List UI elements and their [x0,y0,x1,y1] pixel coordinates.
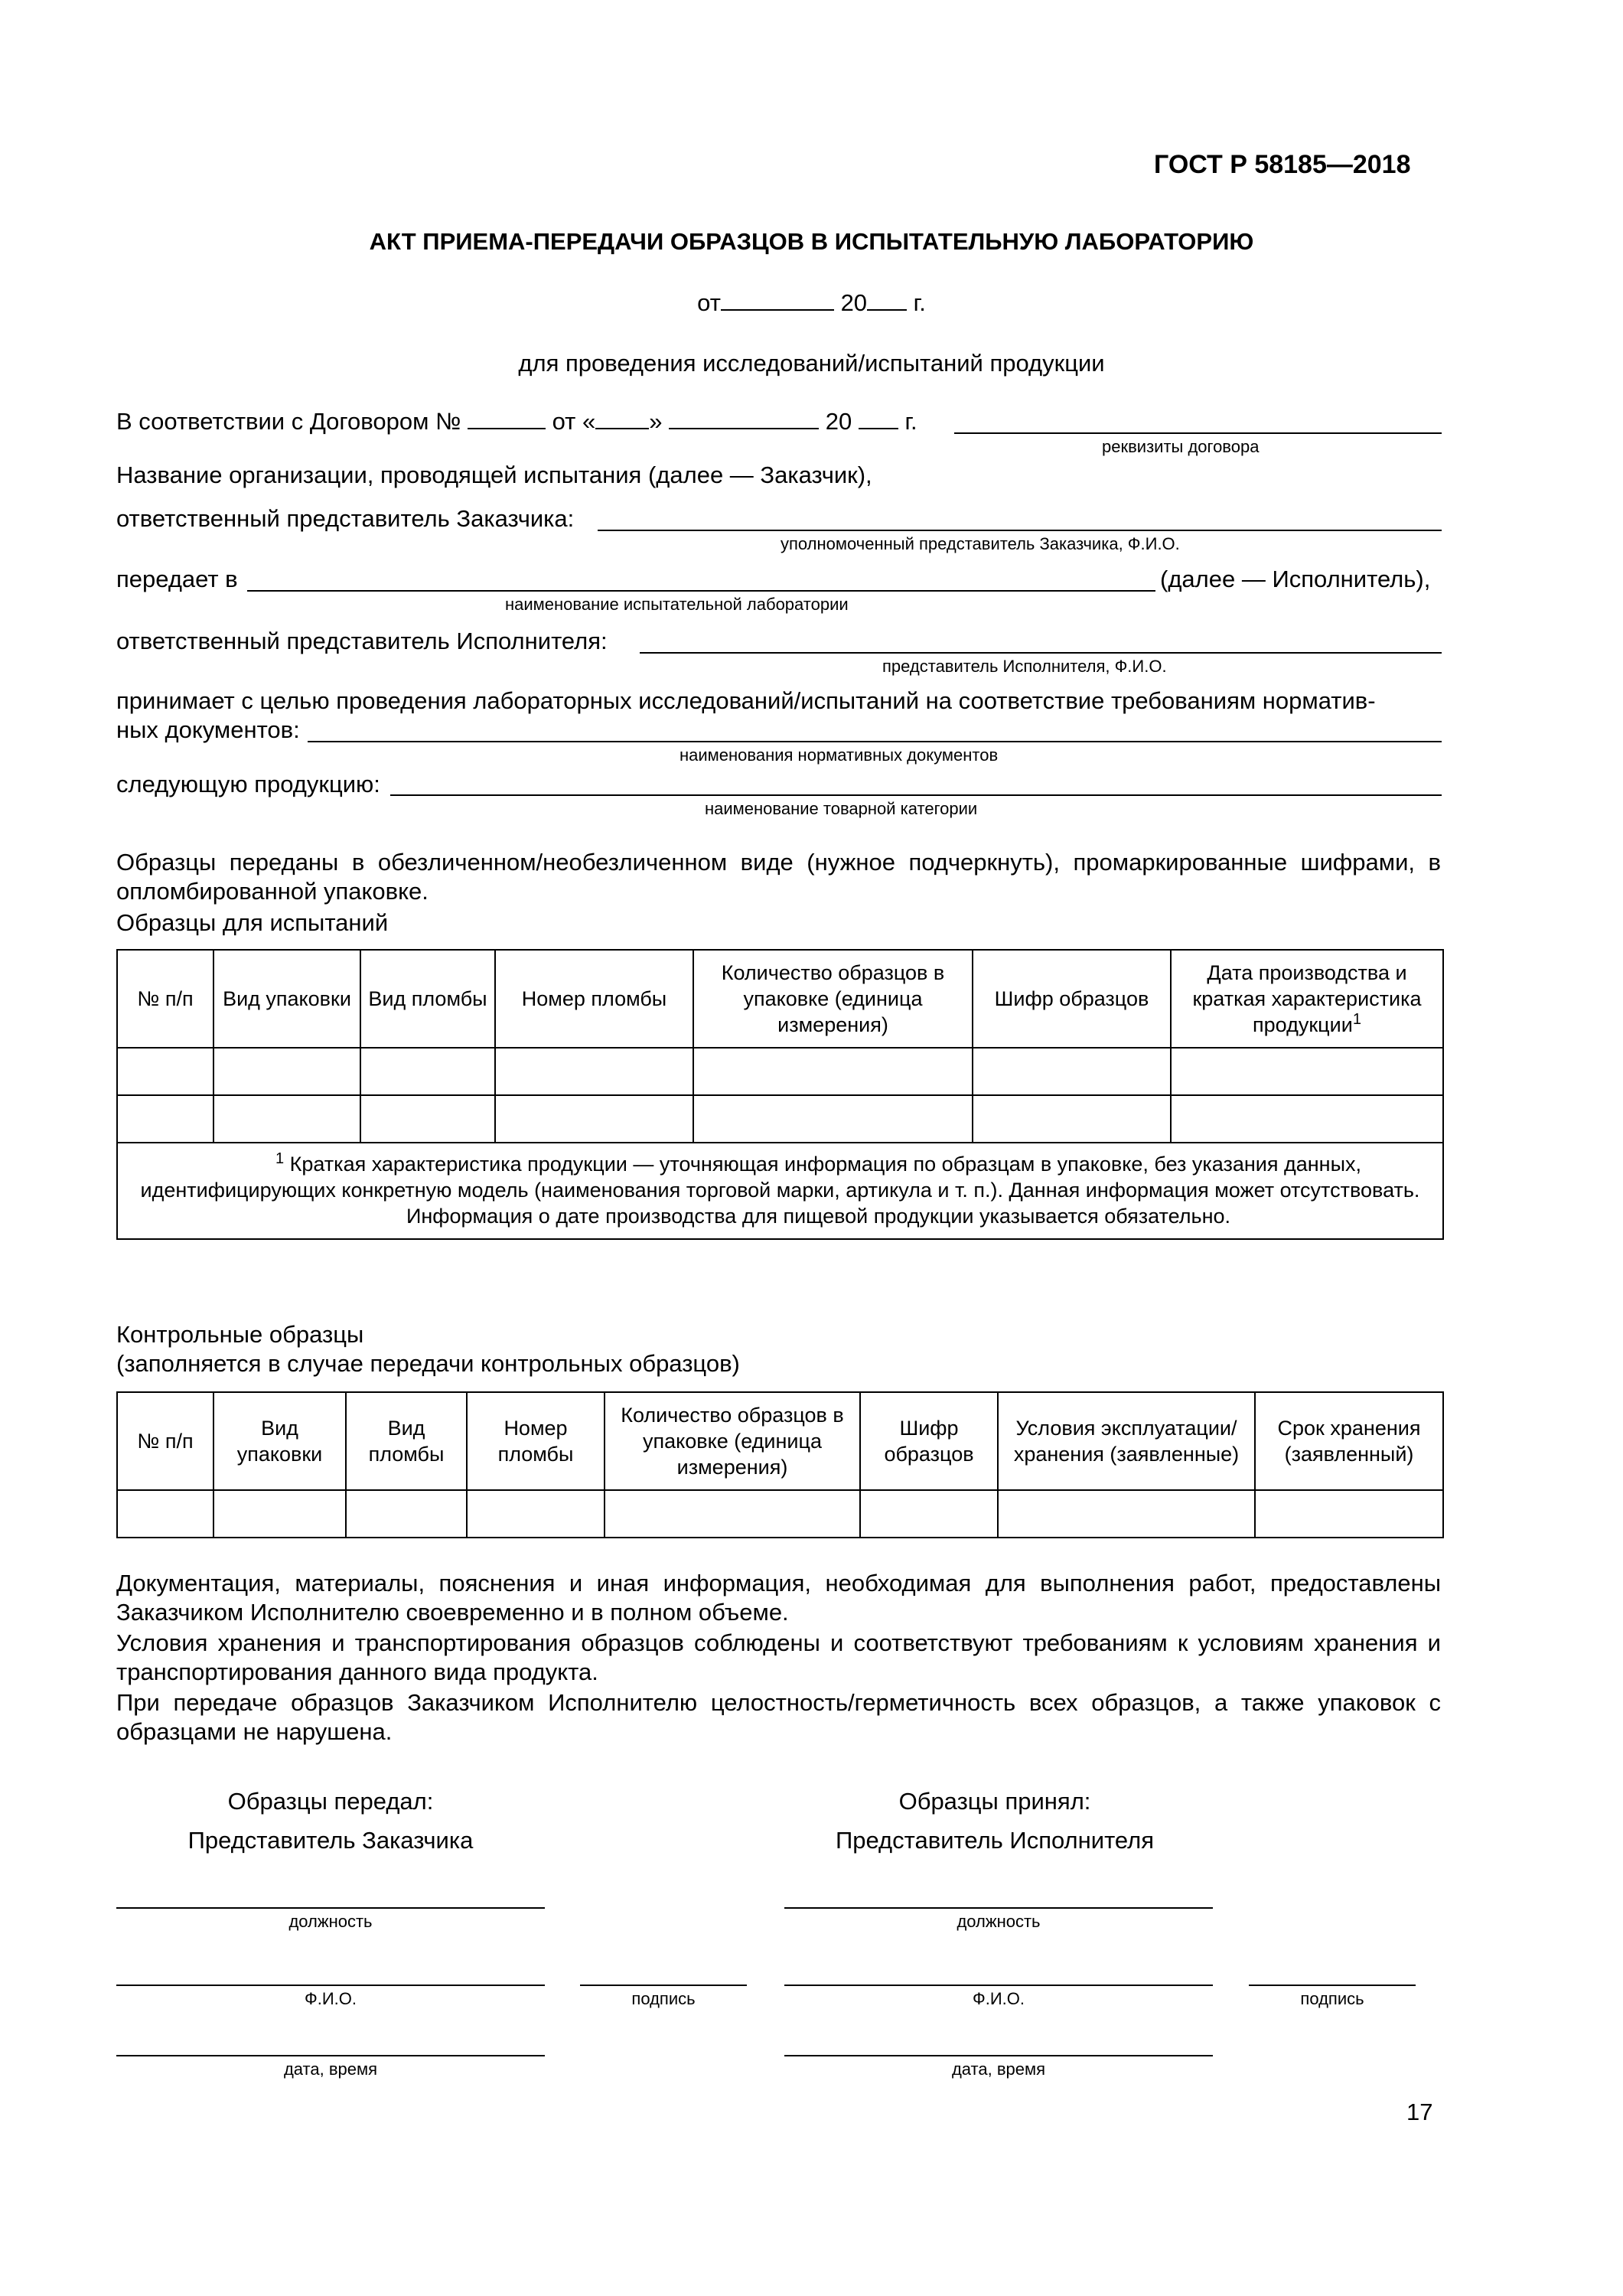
col-header-seal-number: Номер пломбы [495,950,693,1048]
col-header-storage-period: Срок хранения (заявленный) [1255,1392,1443,1490]
laboratory-caption: наименование испытательной лаборатории [505,595,849,614]
organization-line: Название организации, проводящей испытания (далее — Заказчик), [116,461,872,488]
footnote-mark: 1 [275,1150,285,1167]
receiver-signature-caption: подпись [1300,1989,1364,2008]
table-cell[interactable] [1255,1490,1443,1538]
date-suffix: г. [913,289,926,316]
customer-rep-label: ответственный представитель Заказчика: [116,505,575,532]
samples-table [116,949,1444,1240]
contract-year-field[interactable] [859,406,898,429]
accepts-line: принимает с целью проведения лабораторных исследований/испытаний на соответствие требованиям норматив- [116,687,1376,714]
table-header-row [117,1392,1443,1490]
laboratory-field[interactable] [247,590,1155,592]
contract-quote-close: » [649,408,663,435]
contract-details-caption: реквизиты договора [1102,437,1260,456]
executor-rep-label: ответственный представитель Исполнителя: [116,628,608,654]
contract-line [116,406,917,437]
table-row [117,1095,1443,1143]
col-header-seal-number: Номер пломбы [467,1392,605,1490]
table-cell[interactable] [346,1490,467,1538]
receiver-position-field[interactable] [784,1907,1213,1909]
receiver-position-caption: должность [957,1912,1041,1931]
table-header-row [117,950,1443,1048]
receiver-title: Образцы принял: [898,1788,1091,1815]
receiver-datetime-field[interactable] [784,2055,1213,2056]
executor-suffix: (далее — Исполнитель), [1160,566,1431,592]
col-header-sample-code: Шифр образцов [860,1392,998,1490]
sender-role: Представитель Заказчика [187,1827,474,1854]
col-header-package-type: Вид упаковки [213,1392,346,1490]
table-cell[interactable] [998,1490,1255,1538]
table-cell[interactable] [693,1095,973,1143]
col-header-storage-conditions: Условия эксплуатации/хранения (заявленные) [998,1392,1255,1490]
col-header-sample-code: Шифр образцов [973,950,1171,1048]
closing-paragraph-3: При передаче образцов Заказчиком Исполнителю целостность/герметичность всех образцов, а также упаковок с образцами не нарушена. [116,1689,1441,1745]
contract-year-label: 20 [825,408,852,435]
table-cell[interactable] [117,1048,213,1095]
products-field[interactable] [390,794,1442,796]
norm-docs-label: ных документов: [116,716,300,743]
table-cell[interactable] [213,1490,346,1538]
date-year-label: 20 [840,289,868,316]
sender-position-field[interactable] [116,1907,545,1909]
table-cell[interactable] [495,1095,693,1143]
control-subheading: (заполняется в случае передачи контрольных образцов) [116,1350,740,1377]
contract-number-field[interactable] [468,406,546,429]
col-header-quantity: Количество образцов в упаковке (единица измерения) [693,950,973,1048]
col-header-seal-type: Вид пломбы [346,1392,467,1490]
contract-details-field[interactable] [954,432,1442,434]
norm-docs-field[interactable] [308,741,1442,742]
executor-rep-field[interactable] [640,652,1442,654]
products-label: следующую продукцию: [116,771,380,797]
table-cell[interactable] [213,1048,360,1095]
customer-rep-caption: уполномоченный представитель Заказчика, Ф.И.О. [781,534,1180,553]
closing-paragraph-1: Документация, материалы, пояснения и иная информация, необходимая для выполнения работ, предоставлены Заказчиком Исполнителю своевременно и в полном объеме. [116,1570,1441,1626]
receiver-datetime-caption: дата, время [951,2060,1046,2079]
date-year-field[interactable] [867,288,907,311]
col-header-production-date [1171,950,1443,1048]
receiver-name-caption: Ф.И.О. [973,1989,1025,2008]
receiver-name-field[interactable] [784,1985,1213,1986]
table-cell[interactable] [117,1095,213,1143]
samples-heading: Образцы для испытаний [116,909,389,936]
sender-position-caption: должность [288,1912,373,1931]
table-cell[interactable] [495,1048,693,1095]
contract-from-label: от « [552,408,596,435]
contract-day-field[interactable] [595,406,649,429]
page-number: 17 [1406,2099,1433,2125]
sender-title: Образцы передал: [227,1788,434,1815]
table-cell[interactable] [1171,1048,1443,1095]
executor-rep-caption: представитель Исполнителя, Ф.И.О. [882,657,1167,676]
contract-year-suffix: г. [904,408,917,435]
document-title: АКТ ПРИЕМА-ПЕРЕДАЧИ ОБРАЗЦОВ В ИСПЫТАТЕЛЬНУЮ ЛАБОРАТОРИЮ [369,228,1254,255]
receiver-role: Представитель Исполнителя [835,1827,1155,1854]
table-footnote [117,1143,1443,1239]
date-day-field[interactable] [721,288,834,311]
col-header-seal-type: Вид пломбы [360,950,495,1048]
footnote-ref: 1 [1352,1011,1361,1028]
products-caption: наименование товарной категории [705,799,978,818]
footnote-text-2: Информация о дате производства для пищевой продукции указывается обязательно. [406,1205,1230,1228]
contract-number-label: В соответствии с Договором № [116,408,461,435]
sender-signature-field[interactable] [580,1985,747,1986]
table-cell[interactable] [360,1095,495,1143]
control-heading: Контрольные образцы [116,1321,364,1348]
table-cell[interactable] [1171,1095,1443,1143]
table-cell[interactable] [213,1095,360,1143]
table-cell[interactable] [973,1095,1171,1143]
col-header-number: № п/п [117,950,213,1048]
table-cell[interactable] [973,1048,1171,1095]
sender-signature-caption: подпись [631,1989,696,2008]
samples-note: Образцы переданы в обезличенном/необезличенном виде (нужное подчеркнуть), промаркированные шифрами, в опломбированной упаковке. [116,849,1441,905]
sender-name-field[interactable] [116,1985,545,1986]
sender-name-caption: Ф.И.О. [305,1989,357,2008]
footnote-text: Краткая характеристика продукции — уточняющая информация по образцам в упаковке, без указания данных, идентифицирующих конкретную модель (наименования торговой марки, артикула и т. п.). Данная информация может отсутствовать. [140,1153,1420,1202]
table-row [117,1048,1443,1095]
contract-month-field[interactable] [669,406,819,429]
transfer-label: передает в [116,566,238,592]
closing-paragraph-2: Условия хранения и транспортирования образцов соблюдены и соответствуют требованиям к условиям хранения и транспортирования данного вида продукта. [116,1629,1441,1685]
table-cell[interactable] [605,1490,860,1538]
table-footnote-row [117,1143,1443,1239]
table-cell[interactable] [360,1048,495,1095]
control-samples-table [116,1391,1444,1538]
table-row [117,1490,1443,1538]
customer-rep-field[interactable] [598,530,1442,531]
date-line [0,288,1623,318]
date-from-label: от [697,289,721,316]
col-header-quantity: Количество образцов в упаковке (единица измерения) [605,1392,860,1490]
norm-docs-caption: наименования нормативных документов [680,745,999,765]
production-date-header-text: Дата производства и краткая характеристика продукции [1192,961,1422,1036]
table-cell[interactable] [860,1490,998,1538]
purpose-line: для проведения исследований/испытаний продукции [518,350,1105,377]
table-cell[interactable] [693,1048,973,1095]
table-cell[interactable] [467,1490,605,1538]
receiver-signature-field[interactable] [1249,1985,1416,1986]
col-header-package-type: Вид упаковки [213,950,360,1048]
sender-datetime-caption: дата, время [283,2060,378,2079]
sender-datetime-field[interactable] [116,2055,545,2056]
standard-number: ГОСТ Р 58185—2018 [1154,150,1411,179]
col-header-number: № п/п [117,1392,213,1490]
table-cell[interactable] [117,1490,213,1538]
